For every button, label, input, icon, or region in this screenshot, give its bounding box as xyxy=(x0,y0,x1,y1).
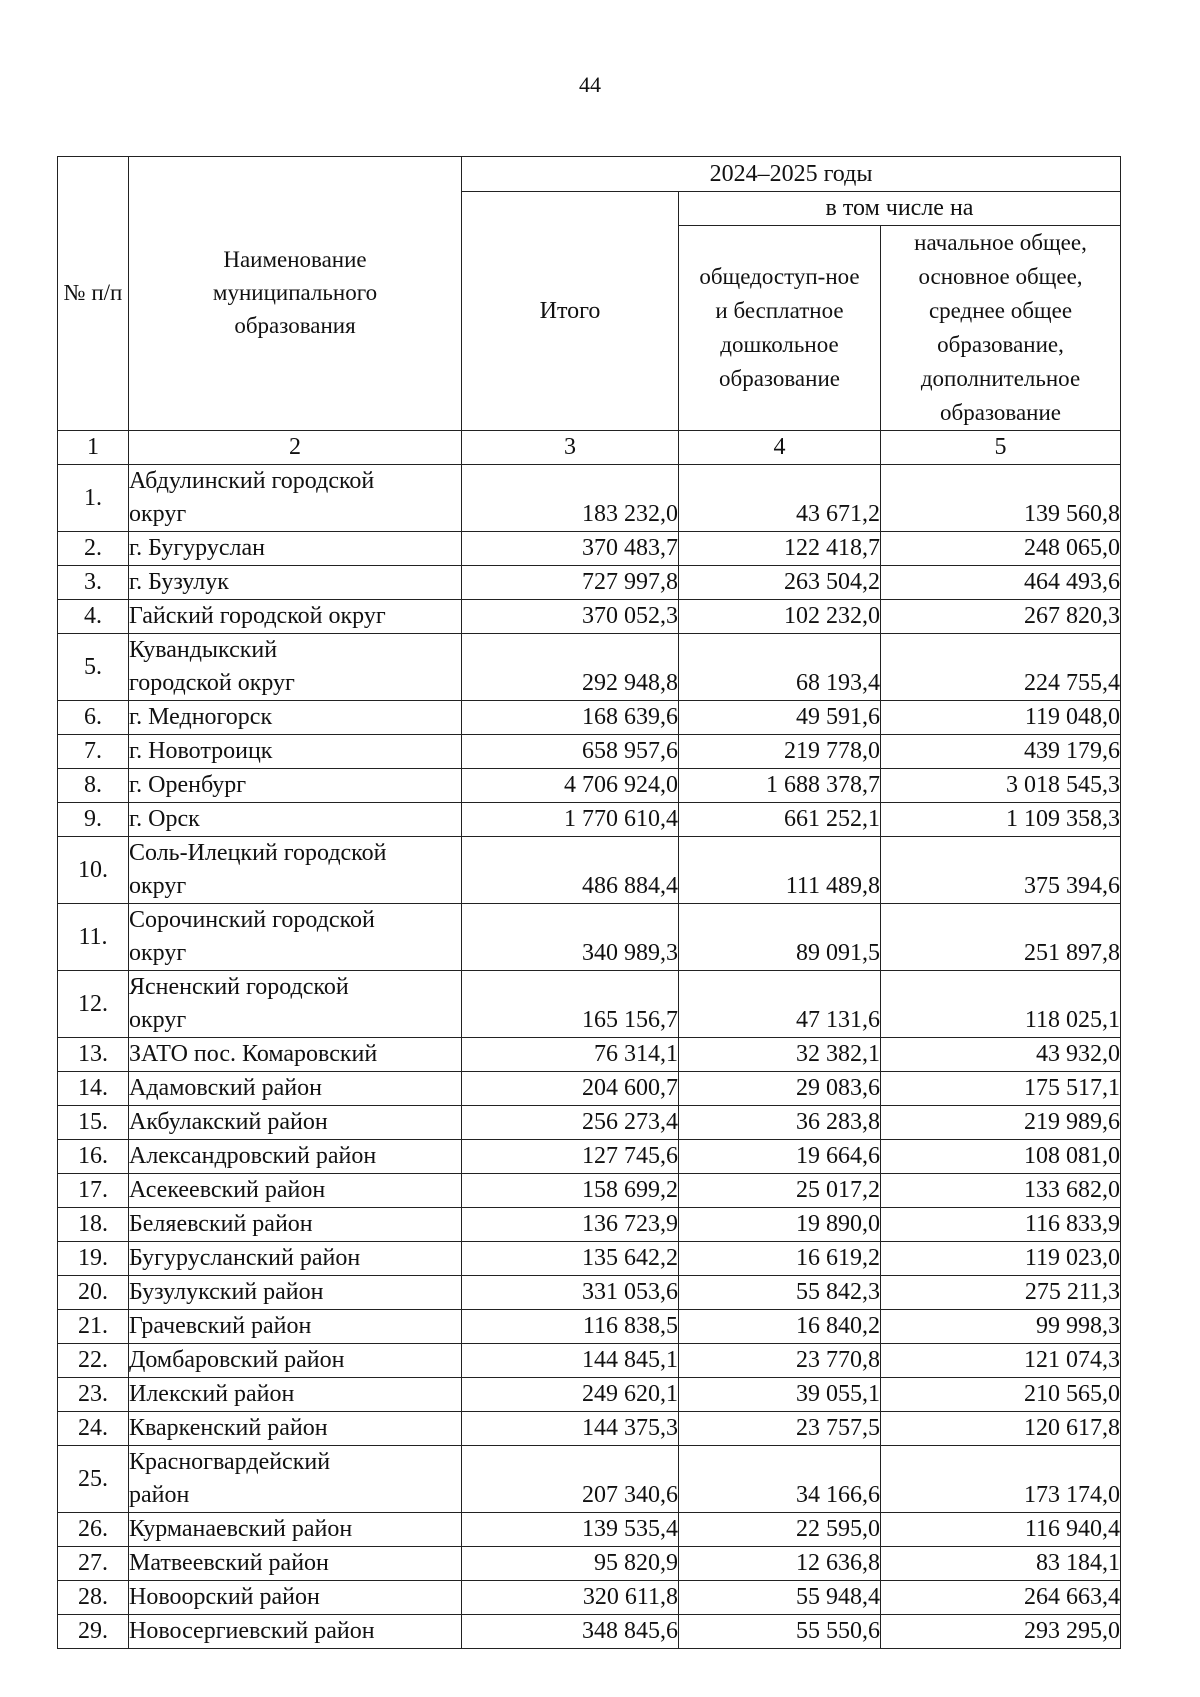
row-number: 14. xyxy=(58,1072,129,1106)
general-value: 108 081,0 xyxy=(881,1140,1121,1174)
preschool-value: 219 778,0 xyxy=(679,735,881,769)
general-value: 224 755,4 xyxy=(881,634,1121,701)
total-value: 256 273,4 xyxy=(462,1106,679,1140)
column-number: 4 xyxy=(679,431,881,465)
preschool-value: 19 664,6 xyxy=(679,1140,881,1174)
table-row xyxy=(58,600,1121,634)
total-value: 4 706 924,0 xyxy=(462,769,679,803)
table-row xyxy=(58,1140,1121,1174)
preschool-value: 19 890,0 xyxy=(679,1208,881,1242)
total-value: 165 156,7 xyxy=(462,971,679,1038)
preschool-value: 49 591,6 xyxy=(679,701,881,735)
municipality-name: Красногвардейский район xyxy=(129,1446,462,1513)
municipality-name: Новосергиевский район xyxy=(129,1615,462,1649)
table-row xyxy=(58,1174,1121,1208)
general-value: 120 617,8 xyxy=(881,1412,1121,1446)
preschool-value: 47 131,6 xyxy=(679,971,881,1038)
total-value: 127 745,6 xyxy=(462,1140,679,1174)
table-row xyxy=(58,1276,1121,1310)
general-value: 219 989,6 xyxy=(881,1106,1121,1140)
total-value: 348 845,6 xyxy=(462,1615,679,1649)
preschool-value: 25 017,2 xyxy=(679,1174,881,1208)
general-value: 99 998,3 xyxy=(881,1310,1121,1344)
table-row xyxy=(58,532,1121,566)
table-row xyxy=(58,1208,1121,1242)
preschool-value: 43 671,2 xyxy=(679,465,881,532)
municipality-name: Матвеевский район xyxy=(129,1547,462,1581)
row-number: 3. xyxy=(58,566,129,600)
municipality-name: Абдулинский городской округ xyxy=(129,465,462,532)
general-value: 118 025,1 xyxy=(881,971,1121,1038)
municipality-name: г. Орск xyxy=(129,803,462,837)
row-number: 23. xyxy=(58,1378,129,1412)
row-number: 4. xyxy=(58,600,129,634)
municipality-name: Асекеевский район xyxy=(129,1174,462,1208)
table-row xyxy=(58,1310,1121,1344)
total-value: 370 052,3 xyxy=(462,600,679,634)
table-row xyxy=(58,1446,1121,1513)
preschool-value: 32 382,1 xyxy=(679,1038,881,1072)
general-value: 293 295,0 xyxy=(881,1615,1121,1649)
total-value: 292 948,8 xyxy=(462,634,679,701)
table-row xyxy=(58,1412,1121,1446)
general-value: 375 394,6 xyxy=(881,837,1121,904)
municipality-name: Кувандыкский городской округ xyxy=(129,634,462,701)
header-preschool: общедоступ-ное и бесплатное дошкольное образование xyxy=(679,226,881,431)
table-row xyxy=(58,701,1121,735)
table-row xyxy=(58,1513,1121,1547)
column-number: 5 xyxy=(881,431,1121,465)
row-number: 9. xyxy=(58,803,129,837)
row-number: 1. xyxy=(58,465,129,532)
preschool-value: 16 840,2 xyxy=(679,1310,881,1344)
total-value: 139 535,4 xyxy=(462,1513,679,1547)
general-value: 116 833,9 xyxy=(881,1208,1121,1242)
row-number: 22. xyxy=(58,1344,129,1378)
total-value: 144 845,1 xyxy=(462,1344,679,1378)
table-row xyxy=(58,1581,1121,1615)
table-row xyxy=(58,1547,1121,1581)
general-value: 1 109 358,3 xyxy=(881,803,1121,837)
total-value: 320 611,8 xyxy=(462,1581,679,1615)
general-value: 175 517,1 xyxy=(881,1072,1121,1106)
preschool-value: 263 504,2 xyxy=(679,566,881,600)
row-number: 29. xyxy=(58,1615,129,1649)
general-value: 43 932,0 xyxy=(881,1038,1121,1072)
row-number: 6. xyxy=(58,701,129,735)
table-row xyxy=(58,1072,1121,1106)
total-value: 158 699,2 xyxy=(462,1174,679,1208)
row-number: 11. xyxy=(58,904,129,971)
general-value: 139 560,8 xyxy=(881,465,1121,532)
municipality-name: г. Оренбург xyxy=(129,769,462,803)
preschool-value: 111 489,8 xyxy=(679,837,881,904)
municipality-name: Беляевский район xyxy=(129,1208,462,1242)
preschool-value: 29 083,6 xyxy=(679,1072,881,1106)
table-row xyxy=(58,634,1121,701)
municipality-name: Бузулукский район xyxy=(129,1276,462,1310)
total-value: 204 600,7 xyxy=(462,1072,679,1106)
municipality-name: Соль-Илецкий городской округ xyxy=(129,837,462,904)
general-value: 251 897,8 xyxy=(881,904,1121,971)
municipality-name: Грачевский район xyxy=(129,1310,462,1344)
general-value: 133 682,0 xyxy=(881,1174,1121,1208)
page-number: 44 xyxy=(579,72,601,97)
total-value: 1 770 610,4 xyxy=(462,803,679,837)
general-value: 119 023,0 xyxy=(881,1242,1121,1276)
preschool-value: 55 550,6 xyxy=(679,1615,881,1649)
row-number: 20. xyxy=(58,1276,129,1310)
table-row xyxy=(58,803,1121,837)
row-number: 27. xyxy=(58,1547,129,1581)
total-value: 370 483,7 xyxy=(462,532,679,566)
row-number: 16. xyxy=(58,1140,129,1174)
row-number: 13. xyxy=(58,1038,129,1072)
preschool-value: 1 688 378,7 xyxy=(679,769,881,803)
total-value: 76 314,1 xyxy=(462,1038,679,1072)
row-number: 15. xyxy=(58,1106,129,1140)
table-row xyxy=(58,566,1121,600)
header-period: 2024–2025 годы xyxy=(462,157,1121,192)
column-number: 1 xyxy=(58,431,129,465)
municipality-name: ЗАТО пос. Комаровский xyxy=(129,1038,462,1072)
total-value: 95 820,9 xyxy=(462,1547,679,1581)
total-value: 144 375,3 xyxy=(462,1412,679,1446)
row-number: 28. xyxy=(58,1581,129,1615)
total-value: 136 723,9 xyxy=(462,1208,679,1242)
general-value: 439 179,6 xyxy=(881,735,1121,769)
table-row xyxy=(58,1106,1121,1140)
total-value: 658 957,6 xyxy=(462,735,679,769)
municipality-name: Ясненский городской округ xyxy=(129,971,462,1038)
general-value: 464 493,6 xyxy=(881,566,1121,600)
general-value: 3 018 545,3 xyxy=(881,769,1121,803)
row-number: 12. xyxy=(58,971,129,1038)
column-number: 3 xyxy=(462,431,679,465)
preschool-value: 16 619,2 xyxy=(679,1242,881,1276)
header-total: Итого xyxy=(462,192,679,431)
municipality-name: г. Бугуруслан xyxy=(129,532,462,566)
row-number: 18. xyxy=(58,1208,129,1242)
total-value: 168 639,6 xyxy=(462,701,679,735)
header-including: в том числе на xyxy=(679,192,1121,226)
municipality-name: г. Бузулук xyxy=(129,566,462,600)
preschool-value: 36 283,8 xyxy=(679,1106,881,1140)
table-row xyxy=(58,1615,1121,1649)
row-number: 21. xyxy=(58,1310,129,1344)
preschool-value: 34 166,6 xyxy=(679,1446,881,1513)
row-number: 8. xyxy=(58,769,129,803)
total-value: 116 838,5 xyxy=(462,1310,679,1344)
table-row xyxy=(58,1378,1121,1412)
total-value: 727 997,8 xyxy=(462,566,679,600)
municipality-name: Александровский район xyxy=(129,1140,462,1174)
column-number: 2 xyxy=(129,431,462,465)
general-value: 267 820,3 xyxy=(881,600,1121,634)
total-value: 207 340,6 xyxy=(462,1446,679,1513)
row-number: 24. xyxy=(58,1412,129,1446)
row-number: 5. xyxy=(58,634,129,701)
general-value: 173 174,0 xyxy=(881,1446,1121,1513)
preschool-value: 68 193,4 xyxy=(679,634,881,701)
table-row xyxy=(58,735,1121,769)
preschool-value: 39 055,1 xyxy=(679,1378,881,1412)
general-value: 116 940,4 xyxy=(881,1513,1121,1547)
general-value: 264 663,4 xyxy=(881,1581,1121,1615)
header-name: Наименование муниципального образования xyxy=(129,157,462,431)
preschool-value: 122 418,7 xyxy=(679,532,881,566)
table-row xyxy=(58,1242,1121,1276)
municipality-name: Кваркенский район xyxy=(129,1412,462,1446)
budget-table xyxy=(57,156,1121,1649)
preschool-value: 23 757,5 xyxy=(679,1412,881,1446)
preschool-value: 12 636,8 xyxy=(679,1547,881,1581)
table-row xyxy=(58,971,1121,1038)
row-number: 19. xyxy=(58,1242,129,1276)
row-number: 26. xyxy=(58,1513,129,1547)
municipality-name: Курманаевский район xyxy=(129,1513,462,1547)
total-value: 340 989,3 xyxy=(462,904,679,971)
municipality-name: г. Медногорск xyxy=(129,701,462,735)
total-value: 183 232,0 xyxy=(462,465,679,532)
row-number: 7. xyxy=(58,735,129,769)
total-value: 135 642,2 xyxy=(462,1242,679,1276)
municipality-name: Гайский городской округ xyxy=(129,600,462,634)
municipality-name: Илекский район xyxy=(129,1378,462,1412)
row-number: 17. xyxy=(58,1174,129,1208)
municipality-name: Домбаровский район xyxy=(129,1344,462,1378)
row-number: 10. xyxy=(58,837,129,904)
general-value: 119 048,0 xyxy=(881,701,1121,735)
preschool-value: 55 842,3 xyxy=(679,1276,881,1310)
general-value: 121 074,3 xyxy=(881,1344,1121,1378)
preschool-value: 23 770,8 xyxy=(679,1344,881,1378)
municipality-name: Сорочинский городской округ xyxy=(129,904,462,971)
municipality-name: Адамовский район xyxy=(129,1072,462,1106)
table-row xyxy=(58,904,1121,971)
general-value: 83 184,1 xyxy=(881,1547,1121,1581)
row-number: 2. xyxy=(58,532,129,566)
preschool-value: 102 232,0 xyxy=(679,600,881,634)
table-row xyxy=(58,1038,1121,1072)
general-value: 275 211,3 xyxy=(881,1276,1121,1310)
preschool-value: 22 595,0 xyxy=(679,1513,881,1547)
municipality-name: Акбулакский район xyxy=(129,1106,462,1140)
total-value: 331 053,6 xyxy=(462,1276,679,1310)
total-value: 249 620,1 xyxy=(462,1378,679,1412)
preschool-value: 661 252,1 xyxy=(679,803,881,837)
general-value: 210 565,0 xyxy=(881,1378,1121,1412)
column-numbers-row xyxy=(58,431,1121,465)
table-row xyxy=(58,769,1121,803)
header-general: начальное общее, основное общее, среднее общее образование, дополнительное образование xyxy=(881,226,1121,431)
municipality-name: Бугурусланский район xyxy=(129,1242,462,1276)
row-number: 25. xyxy=(58,1446,129,1513)
municipality-name: г. Новотроицк xyxy=(129,735,462,769)
general-value: 248 065,0 xyxy=(881,532,1121,566)
total-value: 486 884,4 xyxy=(462,837,679,904)
table-row xyxy=(58,1344,1121,1378)
municipality-name: Новоорский район xyxy=(129,1581,462,1615)
header-number: № п/п xyxy=(58,157,129,431)
table-row xyxy=(58,837,1121,904)
preschool-value: 55 948,4 xyxy=(679,1581,881,1615)
table-row xyxy=(58,465,1121,532)
preschool-value: 89 091,5 xyxy=(679,904,881,971)
